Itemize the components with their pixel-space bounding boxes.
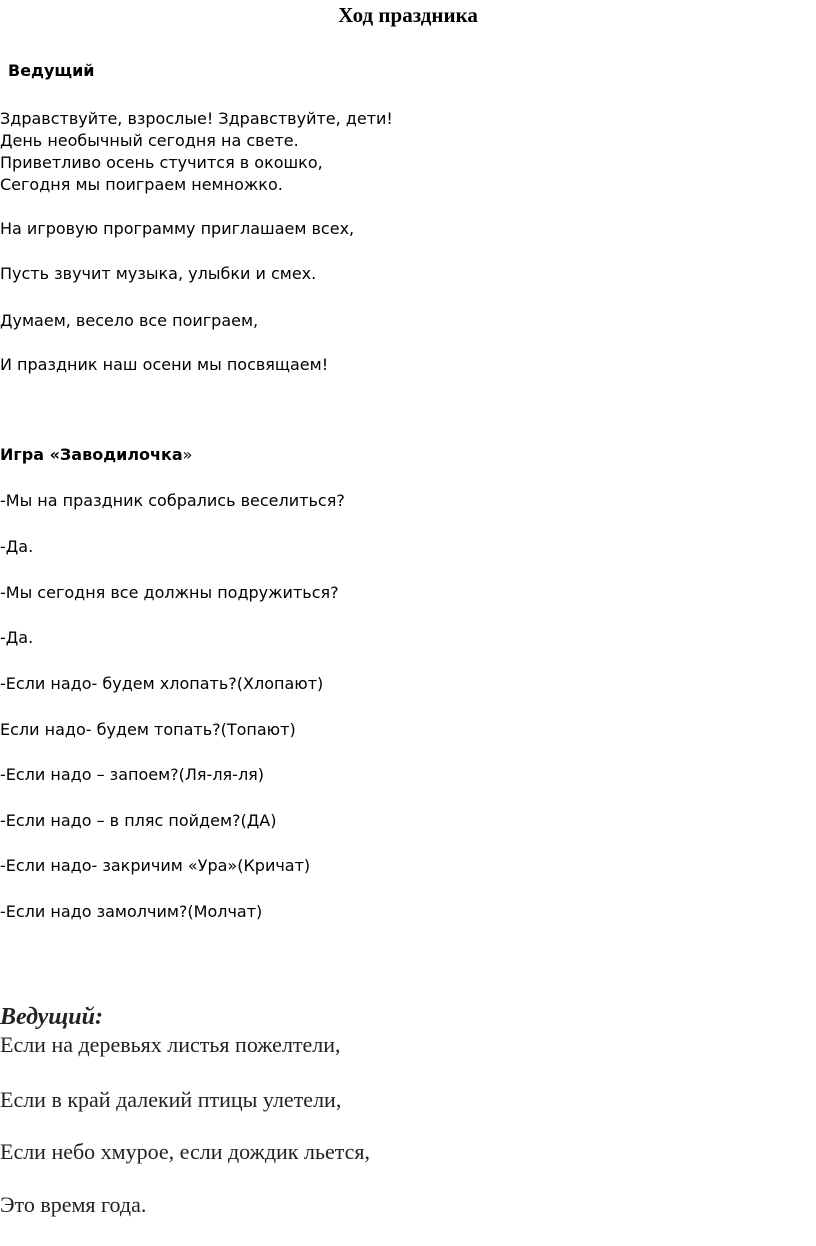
game-line: Если надо- будем топать?(Топают): [0, 720, 296, 739]
game-line: -Если надо- закричим «Ура»(Кричат): [0, 856, 311, 875]
poem-line: Сегодня мы поиграем немножко.: [0, 175, 283, 194]
poem-line: На игровую программу приглашаем всех,: [0, 219, 355, 238]
poem-line: Приветливо осень стучится в окошко,: [0, 153, 323, 172]
page-title: Ход праздника: [338, 3, 478, 27]
host-label-2: Ведущий:: [0, 1004, 103, 1030]
game-line: -Если надо замолчим?(Молчат): [0, 902, 263, 921]
poem-line: Если небо хмурое, если дождик льется,: [0, 1139, 371, 1164]
game-line: -Мы сегодня все должны подружиться?: [0, 583, 339, 602]
game-heading: Игра «Заводилочка»: [0, 445, 193, 464]
game-line: -Если надо – в пляс пойдем?(ДА): [0, 811, 277, 830]
poem-line: Пусть звучит музыка, улыбки и смех.: [0, 264, 317, 283]
game-line: -Да.: [0, 628, 34, 647]
poem-line: Если на деревьях листья пожелтели,: [0, 1032, 341, 1057]
game-line: -Да.: [0, 537, 34, 556]
game-line: -Если надо- будем хлопать?(Хлопают): [0, 674, 324, 693]
poem-line: Это время года.: [0, 1192, 147, 1217]
poem-line: День необычный сегодня на свете.: [0, 131, 299, 150]
game-line: -Если надо – запоем?(Ля-ля-ля): [0, 765, 265, 784]
poem-line: Думаем, весело все поиграем,: [0, 311, 259, 330]
poem-line: Здравствуйте, взрослые! Здравствуйте, дети!: [0, 109, 393, 128]
host-label: Ведущий: [8, 61, 95, 80]
poem-line: Если в край далекий птицы улетели,: [0, 1087, 342, 1112]
poem-line: И праздник наш осени мы посвящаем!: [0, 355, 329, 374]
game-line: -Мы на праздник собрались веселиться?: [0, 491, 345, 510]
